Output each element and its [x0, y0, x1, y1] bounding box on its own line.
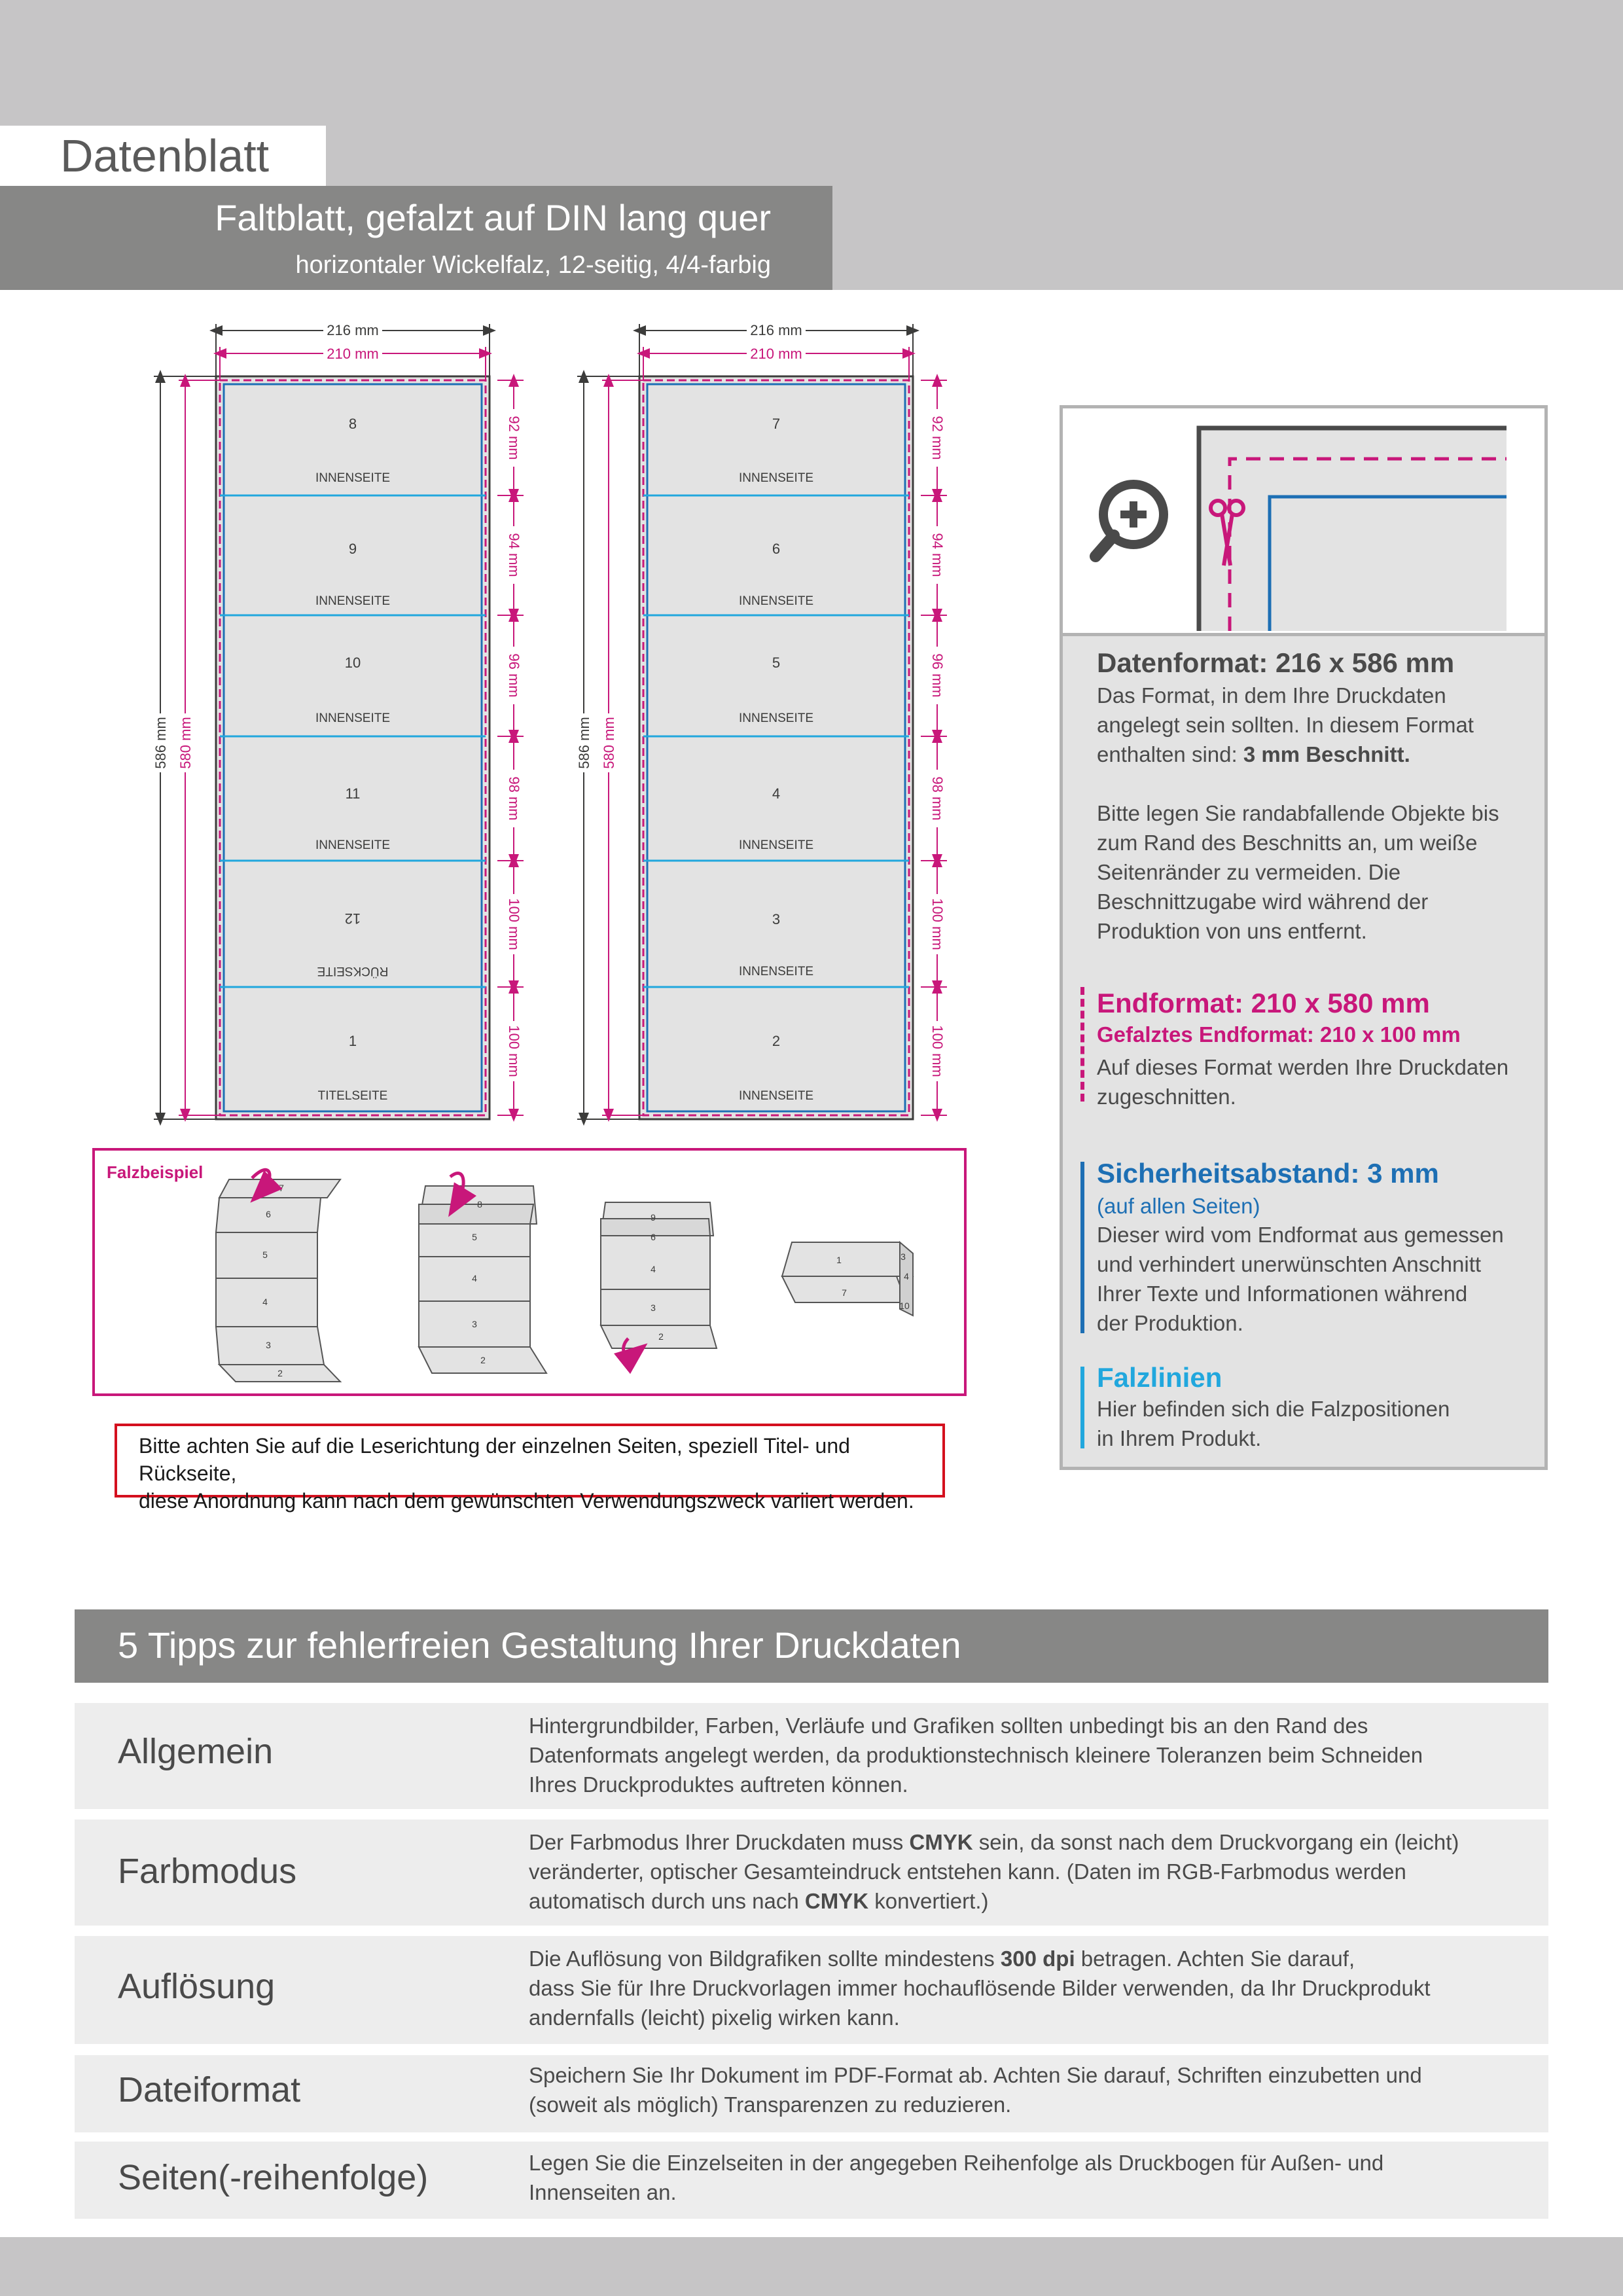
endformat-marker: [1080, 987, 1084, 1102]
right-page-label: INNENSEITE: [738, 838, 814, 852]
fold-step-4-num: 7: [842, 1287, 847, 1298]
subtitle: Faltblatt, gefalzt auf DIN lang quer: [215, 197, 771, 238]
fold-steps-illustration: [92, 1148, 967, 1396]
tip-text: [529, 1944, 1524, 2032]
tip-line: andernfalls (leicht) pixelig wirken kann.: [529, 2005, 900, 2030]
right-page-label: INNENSEITE: [738, 711, 814, 725]
fold-step-2-num: 5: [472, 1232, 477, 1242]
left-page-num: 11: [345, 785, 361, 802]
fold-step-4-num: 3: [901, 1251, 906, 1262]
datenformat-line: Das Format, in dem Ihre Druckdaten: [1097, 683, 1446, 708]
fold-step-4: [782, 1242, 913, 1316]
right-page-label: INNENSEITE: [738, 594, 814, 608]
right-panel-dim-4: 98 mm: [929, 776, 946, 821]
left-page-label: TITELSEITE: [317, 1089, 388, 1103]
sicherheitsabstand-heading: Sicherheitsabstand: 3 mm: [1097, 1158, 1439, 1189]
tip-line: Hintergrundbilder, Farben, Verläufe und Grafiken sollten unbedingt bis an den Rand des: [529, 1713, 1368, 1738]
right-panel-dim-1: 92 mm: [929, 416, 946, 460]
right-page-num: 6: [772, 541, 781, 557]
fold-step-1-num: 3: [266, 1340, 271, 1350]
fold-step-2-num: 4: [472, 1273, 477, 1283]
sicherheitsabstand-subheading: (auf allen Seiten): [1097, 1194, 1260, 1218]
left-panel-dim-1: 92 mm: [506, 416, 522, 460]
sicherheit-line: Dieser wird vom Endformat aus gemessen: [1097, 1223, 1504, 1247]
tip-line: dass Sie für Ihre Druckvorlagen immer hochauflösende Bilder verwenden, da Ihr Druckprodukt: [529, 1976, 1431, 2000]
left-panel-dim-5: 100 mm: [506, 898, 522, 950]
left-width-outer: 216 mm: [327, 322, 379, 338]
endformat-text: [1097, 1052, 1542, 1111]
notice-line-1: Bitte achten Sie auf die Leserichtung der einzelnen Seiten, speziell Titel- und Rückseite,: [139, 1434, 850, 1485]
beschnitt-line: Bitte legen Sie randabfallende Objekte bis: [1097, 801, 1499, 825]
tip-line-part: konvertiert.): [868, 1889, 989, 1913]
fold-step-4-num: 4: [904, 1271, 909, 1282]
beschnitt-line: Beschnittzugabe wird während der: [1097, 889, 1429, 914]
fold-step-1-num: 4: [262, 1297, 268, 1307]
datenformat-text: [1097, 681, 1542, 769]
subtitle-detail: horizontaler Wickelfalz, 12-seitig, 4/4-farbig: [295, 251, 771, 279]
fold-step-3-num: 2: [658, 1331, 664, 1342]
tip-line: [529, 1886, 1524, 1916]
left-page-label: INNENSEITE: [315, 711, 391, 725]
tip-name: Auflösung: [118, 1967, 276, 2006]
right-page-num: 2: [772, 1033, 781, 1049]
fold-step-1: [216, 1179, 340, 1382]
tip-line: Ihres Druckproduktes auftreten können.: [529, 1772, 908, 1797]
left-height-inner: 580 mm: [177, 717, 194, 769]
tip-line: Datenformats angelegt werden, da produktionstechnisch kleinere Toleranzen beim Schneiden: [529, 1743, 1423, 1767]
sicherheit-line: und verhindert unerwünschten Anschnitt: [1097, 1252, 1482, 1276]
left-panel-dim-3: 96 mm: [506, 653, 522, 698]
magnifier-plus-icon: [1096, 484, 1164, 556]
footer-band: [0, 2237, 1623, 2296]
bleed-zoom-graphic: [1063, 408, 1544, 631]
fold-step-2-num: 3: [472, 1319, 477, 1329]
endformat-line: Auf dieses Format werden Ihre Druckdaten: [1097, 1055, 1509, 1079]
fold-step-3-num: 4: [651, 1264, 656, 1274]
tip-line-part: automatisch durch uns nach: [529, 1889, 805, 1913]
beschnitt-emphasis: 3 mm Beschnitt.: [1243, 742, 1410, 766]
left-page-label: INNENSEITE: [315, 838, 391, 852]
tip-line: [529, 1944, 1524, 1973]
tip-line: Speichern Sie Ihr Dokument im PDF-Format ab. Achten Sie darauf, Schriften einzubetten und: [529, 2063, 1422, 2087]
beschnitt-line: zum Rand des Beschnitts an, um weiße: [1097, 831, 1478, 855]
left-page-num: 8: [348, 416, 357, 432]
sicherheit-marker: [1080, 1162, 1084, 1333]
left-page-num: 10: [344, 655, 361, 671]
right-panel-dim-2: 94 mm: [929, 533, 946, 577]
tip-name: Allgemein: [118, 1732, 274, 1771]
left-page-num-rotated: 12: [344, 910, 361, 927]
sicherheit-line: Ihrer Texte und Informationen während: [1097, 1282, 1468, 1306]
beschnitt-line: Seitenränder zu vermeiden. Die: [1097, 860, 1401, 884]
fold-step-1-num: 2: [277, 1368, 283, 1378]
datenformat-line: angelegt sein sollten. In diesem Format: [1097, 713, 1474, 737]
tip-text: [529, 2148, 1524, 2207]
tip-line: veränderter, optischer Gesamteindruck entstehen kann. (Daten im RGB-Farbmodus werden: [529, 1859, 1406, 1884]
fold-step-4-num: 1: [836, 1255, 842, 1265]
left-sheet: [152, 321, 524, 1119]
right-page-label: INNENSEITE: [738, 471, 814, 485]
fold-step-2: [419, 1186, 546, 1373]
fold-step-3-num: 6: [651, 1232, 656, 1242]
tip-line: (soweit als möglich) Transparenzen zu reduzieren.: [529, 2092, 1012, 2117]
left-panel-dim-2: 94 mm: [506, 533, 522, 577]
fold-step-4-num: 10: [899, 1300, 910, 1311]
tip-line-part: sein, da sonst nach dem Druckvorgang ein (leicht): [972, 1830, 1459, 1854]
notice-line-2: diese Anordnung kann nach dem gewünschten Verwendungszweck variiert werden.: [139, 1489, 914, 1513]
right-width-inner: 210 mm: [750, 346, 802, 362]
fold-step-3-num: 3: [651, 1302, 656, 1313]
left-page-num: 9: [348, 541, 357, 557]
left-height-outer: 586 mm: [152, 717, 169, 769]
left-page-label: INNENSEITE: [315, 471, 391, 485]
tip-line: Legen Sie die Einzelseiten in der angegeben Reihenfolge als Druckbogen für Außen- und: [529, 2151, 1384, 2175]
fold-step-1-num: 7: [279, 1183, 284, 1193]
falzbeispiel-label: Falzbeispiel: [107, 1162, 204, 1182]
sicherheit-line: der Produktion.: [1097, 1311, 1243, 1335]
endformat-heading: Endformat: 210 x 580 mm: [1097, 988, 1430, 1018]
tip-text: [529, 1711, 1524, 1799]
right-width-outer: 216 mm: [750, 322, 802, 338]
right-panel-dim-5: 100 mm: [929, 898, 946, 950]
fold-diagram: [0, 290, 982, 1141]
left-page-label-rotated: RÜCKSEITE: [317, 964, 389, 978]
right-page-label: INNENSEITE: [738, 965, 814, 978]
tip-name: Seiten(-reihenfolge): [118, 2158, 429, 2197]
tip-text: [529, 1827, 1524, 1916]
tip-name: Dateiformat: [118, 2070, 301, 2109]
tip-line: [529, 1827, 1524, 1857]
fold-step-1-num: 5: [262, 1249, 268, 1260]
endformat-subheading: Gefalztes Endformat: 210 x 100 mm: [1097, 1022, 1461, 1047]
datenformat-line: [1097, 740, 1542, 769]
left-panel-dim-6: 100 mm: [506, 1025, 522, 1077]
tip-line-part: Der Farbmodus Ihrer Druckdaten muss: [529, 1830, 910, 1854]
cmyk-emphasis: CMYK: [909, 1830, 973, 1854]
left-panel-dim-4: 98 mm: [506, 776, 522, 821]
cmyk-emphasis: CMYK: [804, 1889, 869, 1913]
endformat-line: zugeschnitten.: [1097, 1085, 1236, 1109]
tip-line: Innenseiten an.: [529, 2180, 677, 2204]
fold-step-2-num: 2: [480, 1355, 486, 1365]
left-width-inner: 210 mm: [327, 346, 379, 362]
fold-step-3: [601, 1202, 717, 1348]
tip-line-part: Die Auflösung von Bildgrafiken sollte mindestens: [529, 1946, 1001, 1971]
right-sheet: [575, 321, 947, 1119]
left-page-label: INNENSEITE: [315, 594, 391, 608]
falzlinien-marker: [1080, 1367, 1084, 1448]
right-page-num: 7: [772, 416, 781, 432]
right-panel-dim-6: 100 mm: [929, 1025, 946, 1077]
tips-heading: 5 Tipps zur fehlerfreien Gestaltung Ihrer Druckdaten: [118, 1624, 961, 1666]
fold-step-2-num: 8: [477, 1199, 482, 1210]
datenformat-heading: Datenformat: 216 x 586 mm: [1097, 647, 1455, 678]
right-page-label: INNENSEITE: [738, 1089, 814, 1103]
beschnitt-text: [1097, 798, 1542, 946]
datenformat-line-lead: enthalten sind:: [1097, 742, 1243, 766]
right-panel-dim-3: 96 mm: [929, 653, 946, 698]
tip-text: [529, 2060, 1524, 2119]
right-page-num: 4: [772, 785, 781, 802]
sicherheitsabstand-text: [1097, 1220, 1542, 1338]
right-page-num: 5: [772, 655, 781, 671]
beschnitt-line: Produktion von uns entfernt.: [1097, 919, 1367, 943]
fold-step-3-num: 9: [651, 1212, 656, 1223]
left-page-num: 1: [348, 1033, 357, 1049]
tip-line-part: betragen. Achten Sie darauf,: [1075, 1946, 1355, 1971]
falzlinien-line: in Ihrem Produkt.: [1097, 1426, 1262, 1450]
falzlinien-line: Hier befinden sich die Falzpositionen: [1097, 1397, 1450, 1421]
page-title: Datenblatt: [60, 130, 270, 181]
dpi-emphasis: 300 dpi: [1000, 1946, 1075, 1971]
right-height-inner: 580 mm: [601, 717, 617, 769]
notice-text: [139, 1432, 937, 1515]
falzlinien-heading: Falzlinien: [1097, 1362, 1222, 1393]
right-page-num: 3: [772, 911, 781, 927]
fold-step-1-num: 6: [266, 1209, 271, 1219]
right-height-outer: 586 mm: [576, 717, 592, 769]
tip-name: Farbmodus: [118, 1852, 297, 1891]
falzlinien-text: [1097, 1394, 1542, 1453]
